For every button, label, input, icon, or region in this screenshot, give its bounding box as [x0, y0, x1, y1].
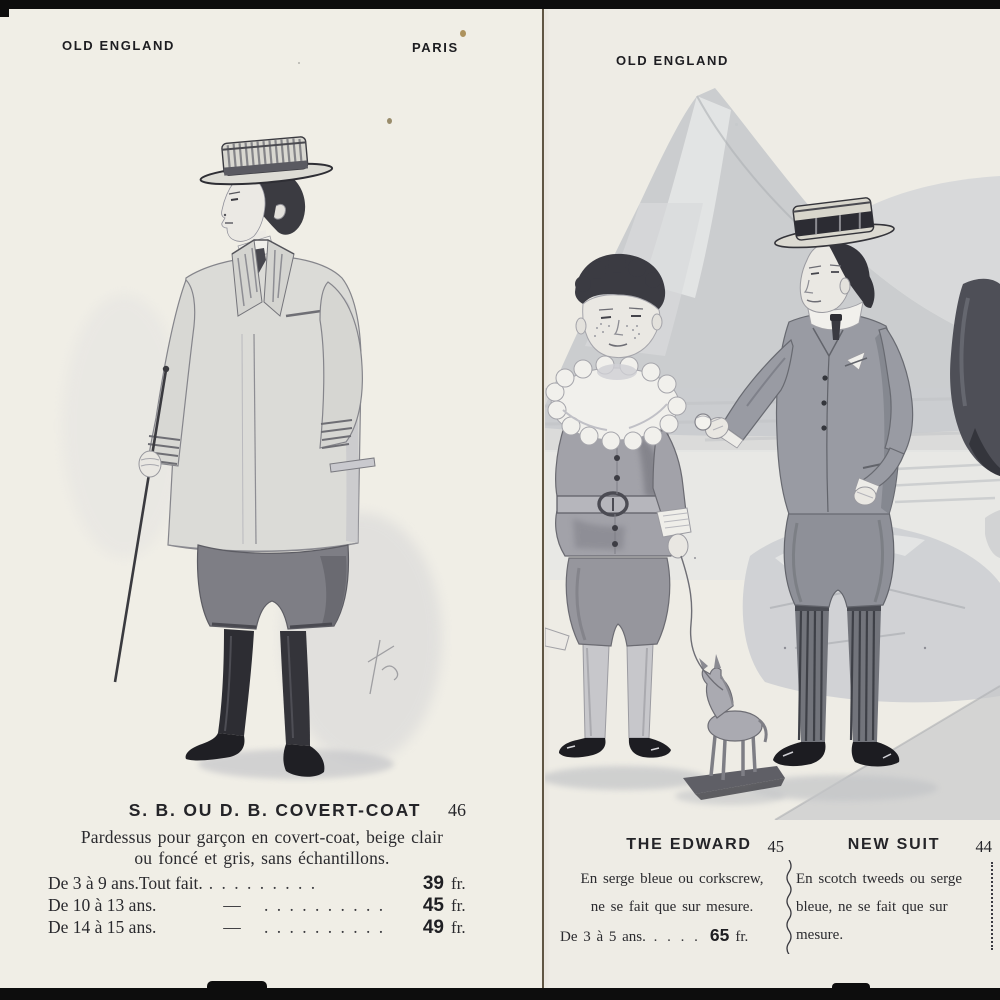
description-line: ou foncé et gris, sans échantillons.	[134, 848, 390, 868]
dot-leader: . . . . . . . . . .	[264, 895, 386, 915]
size-range: De 3 à 5 ans.	[560, 929, 646, 945]
description-line: Pardessus pour garçon en covert-coat, beige clair	[80, 827, 444, 847]
paper-fleck	[387, 118, 392, 124]
panel-line: En serge bleue ou corkscrew,	[580, 871, 764, 887]
panel-title: THE EDWARD	[626, 836, 752, 853]
wavy-column-divider	[783, 860, 795, 954]
panel-price-row	[560, 921, 784, 951]
ditto-dash: —	[223, 917, 241, 937]
panel-title: NEW SUIT	[847, 836, 941, 853]
left-caption-block	[36, 800, 488, 939]
panel-new-suit	[796, 836, 992, 949]
scan-top-left-corner	[0, 0, 9, 17]
panel-line: bleue, ne se fait que sur	[796, 899, 948, 915]
boy-covert-coat-figure	[62, 134, 442, 779]
dot-leader: . . . . . . . . . .	[264, 917, 386, 937]
price-unit: fr.	[451, 896, 466, 915]
left-page-header-brand: OLD ENGLAND	[62, 38, 175, 53]
paper-fleck	[298, 62, 300, 64]
price-value: 45	[422, 895, 444, 916]
dot-leader: . . . .	[645, 929, 700, 945]
price-value: 49	[422, 917, 444, 938]
plate-number: 44	[975, 837, 992, 856]
covert-coat-boy-illustration	[28, 126, 512, 802]
page-gutter-fold	[542, 9, 544, 988]
price-table	[36, 873, 488, 939]
dot-leader: . . . . . . . . .	[208, 873, 318, 893]
edward-and-new-suit-illustration	[545, 88, 1000, 820]
panel-line: mesure.	[796, 927, 844, 943]
plate-number: 45	[767, 837, 784, 856]
panel-line: En scotch tweeds ou serge	[796, 871, 963, 887]
price-row	[48, 917, 480, 939]
plate-number: 46	[448, 800, 466, 820]
panel-the-edward	[560, 836, 784, 951]
size-range: De 3 à 9 ans.	[48, 873, 139, 893]
price-row	[48, 895, 480, 917]
boater-hat	[198, 134, 333, 188]
ditto-dash: —	[223, 895, 241, 915]
make-note: Tout fait.	[138, 873, 203, 893]
price-unit: fr.	[735, 929, 749, 945]
scan-top-edge	[0, 0, 1000, 9]
size-range: De 10 à 13 ans.	[48, 895, 157, 915]
size-range: De 14 à 15 ans.	[48, 917, 157, 937]
left-page-header-city: PARIS	[412, 40, 459, 55]
right-page-header-brand: OLD ENGLAND	[616, 53, 729, 68]
price-unit: fr.	[451, 874, 466, 893]
paper-fleck	[460, 30, 466, 37]
panel-line: ne se fait que sur mesure.	[590, 899, 754, 915]
scan-bottom-edge	[0, 988, 1000, 1000]
dotted-page-edge-rule	[991, 862, 993, 950]
price-unit: fr.	[451, 918, 466, 937]
price-value: 65	[709, 925, 730, 945]
price-row	[48, 873, 480, 895]
plate-title: S. B. OU D. B. COVERT-COAT	[128, 800, 422, 820]
price-value: 39	[422, 873, 444, 894]
